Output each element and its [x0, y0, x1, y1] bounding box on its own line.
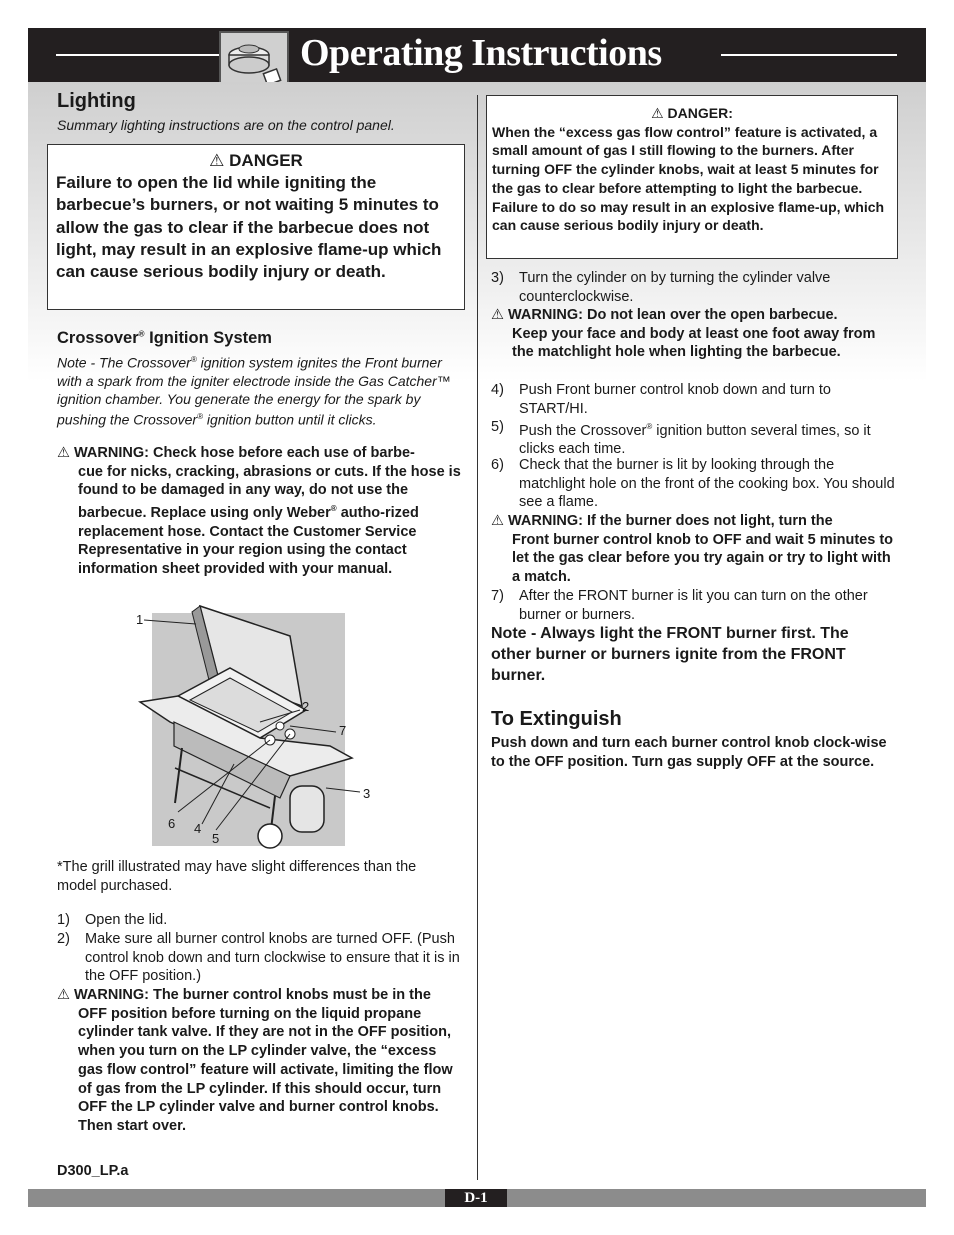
column-divider [477, 95, 478, 1180]
warning-knobs-off: ⚠ WARNING: The burner control knobs must be in the OFF position before turning on the liquid propane cylinder tank valve. If they are not in the OFF position, when you turn on the LP cylinder valve, the “excess gas flow control” feature will activate, limiting the flow of gas from the LP cylinder. If this should occur, turn OFF the LP cylinder valve and burner control knobs. Then start over. [57, 987, 453, 1134]
warning-do-not-lean: ⚠ WARNING: Do not lean over the open barbecue. Keep your face and body at least one foot away from the matchlight hole when lighting the barbecue. [491, 307, 876, 361]
figure-label-4: 4 [194, 821, 202, 836]
page-number: D-1 [445, 1189, 507, 1207]
step-7: 7) After the FRONT burner is lit you can turn on the other burner or burners. [491, 588, 868, 623]
danger-text: When the “excess gas flow control” feature is activated, a small amount of gas I still flowing to the burners. After turning OFF the cylinder knobs, wait at least 5 minutes for the gas to clear before attempting to light the barbecue. Failure to do so may result in an explosive flame-up, which can cause serious bodily injury or death. [492, 123, 885, 234]
warning-burner-not-lit: ⚠ WARNING: If the burner does not light, turn the Front burner control knob to OFF and wait 5 minutes to let the gas clear before you try again or try to light with a match. [491, 513, 894, 586]
warning-triangle-icon: ⚠ [651, 105, 664, 121]
danger-text: Failure to open the lid while igniting the barbecue’s burners, or not waiting 5 minutes to allow the gas to clear if the barbecue does not light, may result in an explosive flame-up which can cause serious bodily injury or death. [56, 173, 442, 282]
warning-triangle-icon: ⚠ [209, 151, 225, 170]
danger-box-right [486, 95, 898, 259]
warning-hose: ⚠ WARNING: Check hose before each use of barbe- cue for nicks, cracking, abrasions or cuts. If the hose is found to be damaged in any way, do not use the barbecue. Replace using only Weber® autho-rized replacement hose. Contact the Customer Service Representative in your region using the contact information sheet provided with your manual. [57, 445, 461, 578]
warning-triangle-icon: ⚠ [491, 513, 504, 529]
page-title: Operating Instructions [300, 32, 662, 74]
warning-triangle-icon: ⚠ [57, 445, 70, 461]
extinguish-heading: To Extinguish [491, 708, 622, 730]
warning-triangle-icon: ⚠ [491, 307, 504, 323]
crossover-note: Note - The Crossover® ignition system ignites the Front burner with a spark from the igniter electrode inside the Gas Catcher™ ignition chamber. You generate the energy for the spark by pushing the Crossover® ignition button until it clicks. [57, 354, 451, 428]
figure-label-2: 2 [302, 699, 310, 714]
figure-label-1: 1 [136, 612, 144, 627]
document-code: D300_LP.a [57, 1163, 129, 1179]
danger-box-left [47, 144, 465, 310]
header-rule-right [721, 54, 897, 56]
step-5: 5) Push the Crossover® ignition button several times, so it clicks each time. [491, 419, 871, 458]
extinguish-text: Push down and turn each burner control knob clock-wise to the OFF position. Turn gas supply OFF at the source. [491, 735, 887, 770]
crossover-heading: Crossover® Ignition System [57, 329, 272, 347]
figure-label-7: 7 [339, 723, 347, 738]
lighting-heading: Lighting [57, 90, 136, 112]
step-3: 3) Turn the cylinder on by turning the cylinder valve counterclockwise. [491, 270, 831, 305]
step-2: 2) Make sure all burner control knobs are turned OFF. (Push control knob down and turn clockwise to ensure that it is in the OFF position.) [57, 931, 460, 984]
danger-heading: ⚠ DANGER [209, 151, 303, 170]
header-rule-left [56, 54, 246, 56]
danger-heading: ⚠ DANGER: [651, 105, 733, 121]
warning-triangle-icon: ⚠ [57, 987, 70, 1003]
front-burner-note: Note - Always light the FRONT burner first. The other burner or burners ignite from the FRONT burner. [491, 625, 849, 684]
step-1: 1) Open the lid. [57, 912, 168, 928]
step-6: 6) Check that the burner is lit by looking through the matchlight hole on the front of the cooking box. You should see a flame. [491, 457, 895, 510]
figure-label-6: 6 [168, 816, 176, 831]
figure-note: *The grill illustrated may have slight differences than the model purchased. [57, 859, 417, 894]
header-bar [28, 28, 926, 82]
lighting-subtitle: Summary lighting instructions are on the control panel. [57, 117, 395, 133]
figure-label-3: 3 [363, 786, 371, 801]
step-4: 4) Push Front burner control knob down and turn to START/HI. [491, 382, 831, 417]
figure-label-5: 5 [212, 831, 220, 846]
